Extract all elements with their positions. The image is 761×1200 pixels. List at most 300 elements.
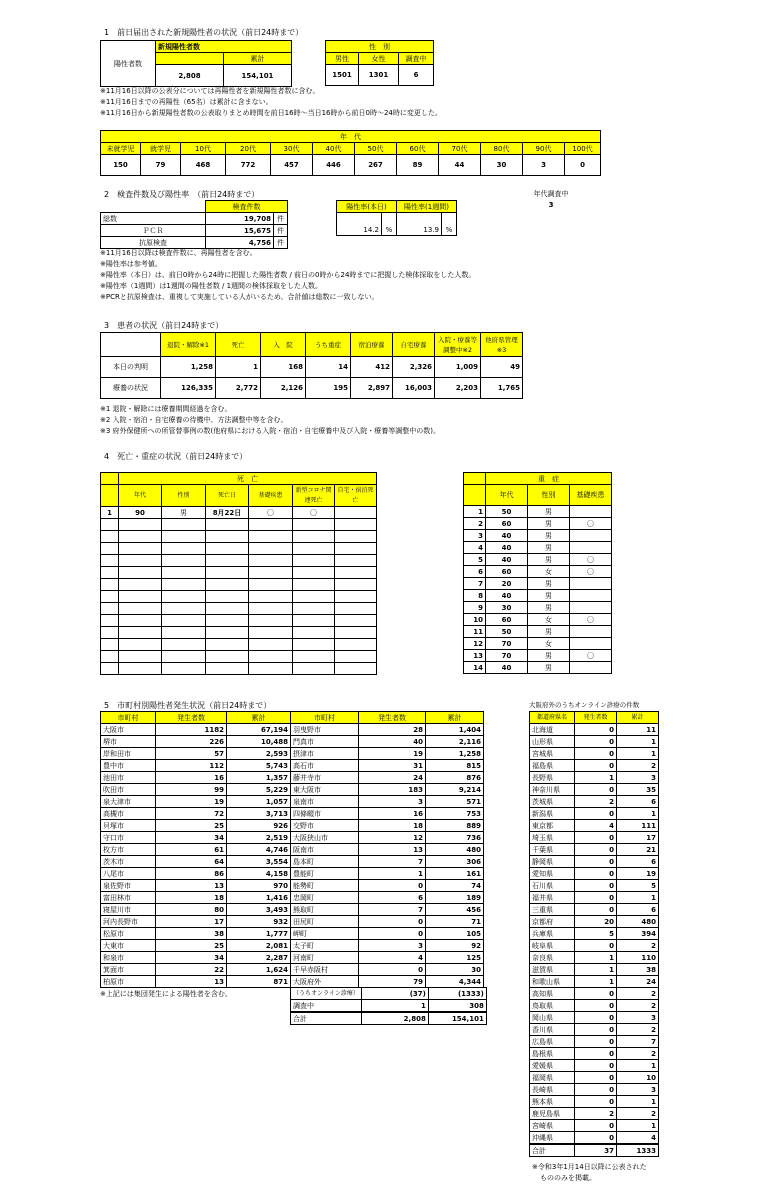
pref-name: 福井県 — [530, 892, 575, 904]
death-row — [101, 579, 377, 591]
age-value: 772 — [226, 155, 271, 176]
muni-name: 堺市 — [101, 736, 156, 748]
muni-cum: 480 — [426, 844, 484, 856]
muni-name: 大東市 — [101, 940, 156, 952]
pref-name: 高知県 — [530, 988, 575, 1000]
pref-new: 0 — [575, 856, 617, 868]
online-table — [529, 711, 659, 1157]
pref-new: 5 — [575, 928, 617, 940]
death-empty-cell — [101, 555, 119, 567]
death-empty-cell — [119, 531, 162, 543]
pref-new: 0 — [575, 724, 617, 736]
muni-new: 72 — [156, 808, 227, 820]
new-cases-header: 新規陽性者数 — [156, 41, 292, 53]
death-col-header: 基礎疾患 — [249, 485, 293, 507]
tests-table — [100, 200, 288, 249]
pref-cum: 24 — [617, 976, 659, 988]
muni-new: 19 — [359, 748, 426, 760]
muni-cum: 30 — [426, 964, 484, 976]
death-empty-cell — [119, 567, 162, 579]
patients-header: 入 院 — [261, 333, 306, 357]
death-empty-cell — [249, 519, 293, 531]
muni-name: 阪南市 — [291, 844, 359, 856]
muni-cum: 5,743 — [227, 760, 291, 772]
table-row — [530, 724, 659, 736]
patients-value: 2,326 — [393, 357, 435, 378]
muni-col-header: 累計 — [426, 712, 484, 724]
death-empty-cell — [119, 579, 162, 591]
online-label: （うちオンライン診療） — [291, 988, 362, 1000]
muni-cum: 932 — [227, 916, 291, 928]
sex-header: 性 別 — [326, 41, 434, 53]
pref-new: 0 — [575, 1060, 617, 1072]
sex-label-male: 男性 — [326, 53, 359, 65]
death-empty-cell — [101, 591, 119, 603]
muni-name: 大阪狭山市 — [291, 832, 359, 844]
death-age: 90 — [119, 507, 162, 519]
death-empty-cell — [335, 627, 377, 639]
death-sex: 男 — [162, 507, 206, 519]
age-value: 150 — [101, 155, 141, 176]
pref-name: 熊本県 — [530, 1096, 575, 1108]
muni-new: 1 — [359, 868, 426, 880]
pref-new: 0 — [575, 1120, 617, 1132]
death-col-header: 年代 — [119, 485, 162, 507]
muni-cum: 9,214 — [426, 784, 484, 796]
rate-day-value: 14.2 — [337, 213, 382, 236]
pref-name: 福岡県 — [530, 1072, 575, 1084]
death-empty-cell — [335, 603, 377, 615]
death-empty-cell — [293, 591, 335, 603]
table-row — [530, 940, 659, 952]
muni-new: 12 — [359, 832, 426, 844]
online-col-header: 累計 — [617, 712, 659, 724]
section5-title: 5 市町村別陽性者発生状況（前日24時まで） — [104, 701, 272, 710]
death-corner — [101, 485, 119, 507]
pref-new: 0 — [575, 1012, 617, 1024]
pref-cum: 1 — [617, 808, 659, 820]
pref-cum: 6 — [617, 856, 659, 868]
pref-name: 茨城県 — [530, 796, 575, 808]
severe-header-row — [464, 473, 612, 485]
severe-no: 3 — [464, 530, 486, 542]
pref-name: 鳥取県 — [530, 1000, 575, 1012]
death-row — [101, 507, 377, 519]
severe-row — [464, 602, 612, 614]
muni-cum: 736 — [426, 832, 484, 844]
severe-no: 7 — [464, 578, 486, 590]
pref-cum: 5 — [617, 880, 659, 892]
death-header: 死 亡 — [119, 473, 377, 485]
severe-row — [464, 530, 612, 542]
severe-disease — [570, 530, 612, 542]
age-label: 40代 — [313, 143, 355, 155]
age-pending-label: 年代調査中 — [533, 190, 569, 198]
severe-sex: 男 — [528, 662, 570, 674]
severe-age: 40 — [486, 554, 528, 566]
muni-cum: 1,624 — [227, 964, 291, 976]
patients-header: 退院・解除※1 — [161, 333, 216, 357]
muni-name: 和泉市 — [101, 952, 156, 964]
pref-new: 0 — [575, 904, 617, 916]
death-row — [101, 591, 377, 603]
pref-cum: 1 — [617, 1120, 659, 1132]
severe-row — [464, 578, 612, 590]
death-empty-cell — [335, 579, 377, 591]
severe-disease — [570, 662, 612, 674]
severe-row — [464, 518, 612, 530]
pref-name: 沖縄県 — [530, 1132, 575, 1145]
muni-name: 大阪市 — [101, 724, 156, 736]
table-row — [530, 808, 659, 820]
table-row — [101, 724, 484, 736]
online-header-row — [530, 712, 659, 724]
muni-new: 1182 — [156, 724, 227, 736]
muni-cum: 753 — [426, 808, 484, 820]
death-header-row — [101, 473, 377, 485]
severe-no: 6 — [464, 566, 486, 578]
muni-new: 183 — [359, 784, 426, 796]
death-empty-cell — [249, 531, 293, 543]
section1-title: 1 前日届出された新規陽性者の状況（前日24時まで） — [104, 28, 304, 37]
muni-cum: 3,493 — [227, 904, 291, 916]
table-row — [530, 736, 659, 748]
muni-header-row — [101, 712, 484, 724]
muni-new: 61 — [156, 844, 227, 856]
death-empty-cell — [119, 519, 162, 531]
severe-row — [464, 650, 612, 662]
death-empty-cell — [101, 663, 119, 675]
table-row — [530, 1120, 659, 1132]
death-row — [101, 531, 377, 543]
pref-new: 0 — [575, 940, 617, 952]
total-cum: 154,101 — [428, 1012, 486, 1025]
severe-no: 5 — [464, 554, 486, 566]
death-empty-cell — [119, 591, 162, 603]
sex-label-pending: 調査中 — [399, 53, 434, 65]
muni-cum: 871 — [227, 976, 291, 988]
pref-name: 奈良県 — [530, 952, 575, 964]
muni-cum: 4,344 — [426, 976, 484, 988]
severe-age: 70 — [486, 638, 528, 650]
muni-cum: 2,519 — [227, 832, 291, 844]
death-row — [101, 627, 377, 639]
online-total-cum: 1333 — [617, 1144, 659, 1157]
pref-cum: 21 — [617, 844, 659, 856]
severe-corner — [464, 485, 486, 506]
death-empty-cell — [119, 627, 162, 639]
pref-new: 1 — [575, 952, 617, 964]
severe-sex: 男 — [528, 602, 570, 614]
death-empty-cell — [101, 639, 119, 651]
death-empty-cell — [162, 615, 206, 627]
pref-cum: 2 — [617, 1108, 659, 1120]
muni-col-header: 発生者数 — [156, 712, 227, 724]
table-row — [101, 796, 484, 808]
severe-age: 60 — [486, 518, 528, 530]
table-row — [530, 1000, 659, 1012]
patients-value: 168 — [261, 357, 306, 378]
note-line: ※11月16日から新規陽性者数の公表取りまとめ時間を前日16時～当日16時から前日0時～24時に変更した。 — [100, 109, 442, 117]
death-empty-cell — [206, 603, 249, 615]
severe-sex: 男 — [528, 506, 570, 518]
severe-sex: 男 — [528, 554, 570, 566]
muni-new: 226 — [156, 736, 227, 748]
muni-name: 泉大津市 — [101, 796, 156, 808]
pref-name: 和歌山県 — [530, 976, 575, 988]
muni-name: 松原市 — [101, 928, 156, 940]
pref-cum: 480 — [617, 916, 659, 928]
pref-new: 4 — [575, 820, 617, 832]
severe-disease: 〇 — [570, 566, 612, 578]
severe-age: 40 — [486, 590, 528, 602]
pref-cum: 2 — [617, 940, 659, 952]
pref-new: 2 — [575, 796, 617, 808]
muni-cum: 189 — [426, 892, 484, 904]
muni-name: 忠岡町 — [291, 892, 359, 904]
table-row — [530, 1048, 659, 1060]
death-empty-cell — [162, 651, 206, 663]
muni-name: 富田林市 — [101, 892, 156, 904]
severe-no: 12 — [464, 638, 486, 650]
severe-no: 1 — [464, 506, 486, 518]
muni-name: 太子町 — [291, 940, 359, 952]
table-row — [530, 1132, 659, 1145]
death-empty-cell — [101, 531, 119, 543]
severe-age: 60 — [486, 614, 528, 626]
muni-cum: 1,777 — [227, 928, 291, 940]
pref-name: 福島県 — [530, 760, 575, 772]
muni-new: 28 — [359, 724, 426, 736]
table-row — [530, 892, 659, 904]
severe-row — [464, 614, 612, 626]
muni-new: 112 — [156, 760, 227, 772]
pref-cum: 2 — [617, 988, 659, 1000]
pref-new: 0 — [575, 880, 617, 892]
online-new: (37) — [361, 988, 428, 1000]
muni-cum: 4,746 — [227, 844, 291, 856]
death-empty-cell — [335, 639, 377, 651]
age-label: 70代 — [439, 143, 481, 155]
pref-name: 山形県 — [530, 736, 575, 748]
pref-new: 0 — [575, 1132, 617, 1145]
table-row — [530, 796, 659, 808]
section5-note: ※上記には集団発生による陽性者を含む。 — [100, 990, 232, 998]
muni-new: 25 — [156, 820, 227, 832]
pct-unit: % — [382, 213, 397, 236]
patients-value: 195 — [306, 378, 351, 399]
severe-disease — [570, 542, 612, 554]
age-header: 年 代 — [101, 131, 601, 143]
death-empty-cell — [101, 651, 119, 663]
age-value: 89 — [397, 155, 439, 176]
table-row — [101, 952, 484, 964]
patients-value: 1,009 — [435, 357, 481, 378]
muni-cum: 2,116 — [426, 736, 484, 748]
pref-name: 長崎県 — [530, 1084, 575, 1096]
death-empty-cell — [206, 519, 249, 531]
note-line: ※陽性率は参考値。 — [100, 260, 162, 268]
table-row — [101, 784, 484, 796]
note-line: ※陽性率（1週間）は1週間の陽性者数 / 1週間の検体採取をした人数。 — [100, 282, 323, 290]
sex-value-female: 1301 — [359, 65, 399, 86]
death-empty-cell — [162, 591, 206, 603]
pref-new: 0 — [575, 1084, 617, 1096]
muni-name: 四條畷市 — [291, 808, 359, 820]
severe-age: 40 — [486, 662, 528, 674]
pref-new: 0 — [575, 832, 617, 844]
muni-new: 3 — [359, 940, 426, 952]
muni-name: 河南町 — [291, 952, 359, 964]
sex-value-pending: 6 — [399, 65, 434, 86]
muni-new: 86 — [156, 868, 227, 880]
death-empty-cell — [119, 555, 162, 567]
muni-new: 99 — [156, 784, 227, 796]
online-total-row — [530, 1144, 659, 1157]
death-empty-cell — [101, 567, 119, 579]
table-row — [530, 856, 659, 868]
pref-new: 1 — [575, 976, 617, 988]
table-row — [101, 892, 484, 904]
note-line: ※11月16日までの再陽性（65名）は累計に含まない。 — [100, 98, 273, 106]
severe-no: 10 — [464, 614, 486, 626]
death-date: 8月22日 — [206, 507, 249, 519]
death-empty-cell — [249, 639, 293, 651]
death-row — [101, 651, 377, 663]
patients-value: 2,897 — [351, 378, 393, 399]
patients-value: 1,258 — [161, 357, 216, 378]
age-label: 50代 — [355, 143, 397, 155]
muni-name: 門真市 — [291, 736, 359, 748]
severe-col-header: 性別 — [528, 485, 570, 506]
death-empty-cell — [293, 531, 335, 543]
severe-sex: 女 — [528, 614, 570, 626]
note-line: ※陽性率（本日）は、前日0時から24時に把握した陽性者数 / 前日の0時から24時までに把握した検体採取をした人数。 — [100, 271, 476, 279]
death-empty-cell — [249, 603, 293, 615]
tests-unit: 件 — [274, 225, 288, 237]
patients-value: 49 — [481, 357, 523, 378]
muni-new: 19 — [156, 796, 227, 808]
pct-unit: % — [442, 213, 457, 236]
severe-sex: 女 — [528, 566, 570, 578]
muni-name: 池田市 — [101, 772, 156, 784]
severe-age: 20 — [486, 578, 528, 590]
age-labels-row — [101, 143, 601, 155]
death-empty-cell — [119, 651, 162, 663]
table-row — [530, 1108, 659, 1120]
pref-cum: 3 — [617, 1084, 659, 1096]
patients-header: 他府県管理※3 — [481, 333, 523, 357]
patients-value: 2,126 — [261, 378, 306, 399]
online-title: 大阪府外のうちオンライン診療の件数 — [529, 701, 640, 709]
muni-cum: 815 — [426, 760, 484, 772]
pref-name: 長野県 — [530, 772, 575, 784]
muni-name: 寝屋川市 — [101, 904, 156, 916]
death-empty-cell — [249, 579, 293, 591]
severe-no: 9 — [464, 602, 486, 614]
severe-row — [464, 626, 612, 638]
severe-age: 70 — [486, 650, 528, 662]
table-row — [101, 808, 484, 820]
severe-sex: 男 — [528, 518, 570, 530]
severe-no: 2 — [464, 518, 486, 530]
pref-new: 20 — [575, 916, 617, 928]
pref-new: 0 — [575, 1048, 617, 1060]
patients-table — [100, 332, 523, 399]
muni-cum: 10,488 — [227, 736, 291, 748]
death-row — [101, 543, 377, 555]
muni-new: 22 — [156, 964, 227, 976]
pref-name: 埼玉県 — [530, 832, 575, 844]
muni-new: 6 — [359, 892, 426, 904]
death-empty-cell — [293, 519, 335, 531]
pref-new: 0 — [575, 868, 617, 880]
pref-name: 愛媛県 — [530, 1060, 575, 1072]
sex-table — [325, 40, 434, 86]
muni-cum: 92 — [426, 940, 484, 952]
muni-name: 守口市 — [101, 832, 156, 844]
table-row — [530, 832, 659, 844]
death-empty-cell — [206, 663, 249, 675]
note-line: ※2 入院・宿泊・自宅療養の待機中、方法調整中等を含む。 — [100, 416, 288, 424]
total-new: 2,808 — [361, 1012, 428, 1025]
new-cases-table — [100, 40, 292, 87]
muni-cum: 889 — [426, 820, 484, 832]
death-empty-cell — [293, 615, 335, 627]
muni-new: 40 — [359, 736, 426, 748]
death-empty-cell — [293, 579, 335, 591]
patients-header: 入院・療養等調整中※2 — [435, 333, 481, 357]
muni-cum: 2,287 — [227, 952, 291, 964]
death-empty-cell — [206, 567, 249, 579]
death-empty-cell — [119, 615, 162, 627]
muni-cum: 571 — [426, 796, 484, 808]
table-row — [530, 964, 659, 976]
pref-cum: 1 — [617, 748, 659, 760]
pending-new: 1 — [361, 1000, 428, 1013]
age-label: 90代 — [523, 143, 565, 155]
severe-no: 14 — [464, 662, 486, 674]
tests-value: 4,756 — [206, 237, 274, 249]
muni-new: 7 — [359, 904, 426, 916]
age-value: 457 — [271, 155, 313, 176]
age-value: 30 — [481, 155, 523, 176]
age-label: 60代 — [397, 143, 439, 155]
severe-sex: 男 — [528, 578, 570, 590]
pref-name: 新潟県 — [530, 808, 575, 820]
pref-cum: 6 — [617, 796, 659, 808]
death-empty-cell — [249, 543, 293, 555]
pref-new: 1 — [575, 772, 617, 784]
severe-header: 重 症 — [486, 473, 612, 485]
tests-label: 総数 — [101, 213, 206, 225]
table-row — [101, 844, 484, 856]
severe-disease: 〇 — [570, 518, 612, 530]
death-empty-cell — [249, 627, 293, 639]
death-empty-cell — [206, 651, 249, 663]
muni-name: 藤井寺市 — [291, 772, 359, 784]
table-row — [530, 772, 659, 784]
tests-label: 抗原検査 — [101, 237, 206, 249]
muni-cum: 1,357 — [227, 772, 291, 784]
section3-notes — [100, 404, 440, 437]
pref-cum: 7 — [617, 1036, 659, 1048]
severe-corner — [464, 473, 486, 485]
death-col-header: 死亡日 — [206, 485, 249, 507]
severe-no: 8 — [464, 590, 486, 602]
municipal-totals — [290, 987, 487, 1025]
severe-sex: 男 — [528, 530, 570, 542]
